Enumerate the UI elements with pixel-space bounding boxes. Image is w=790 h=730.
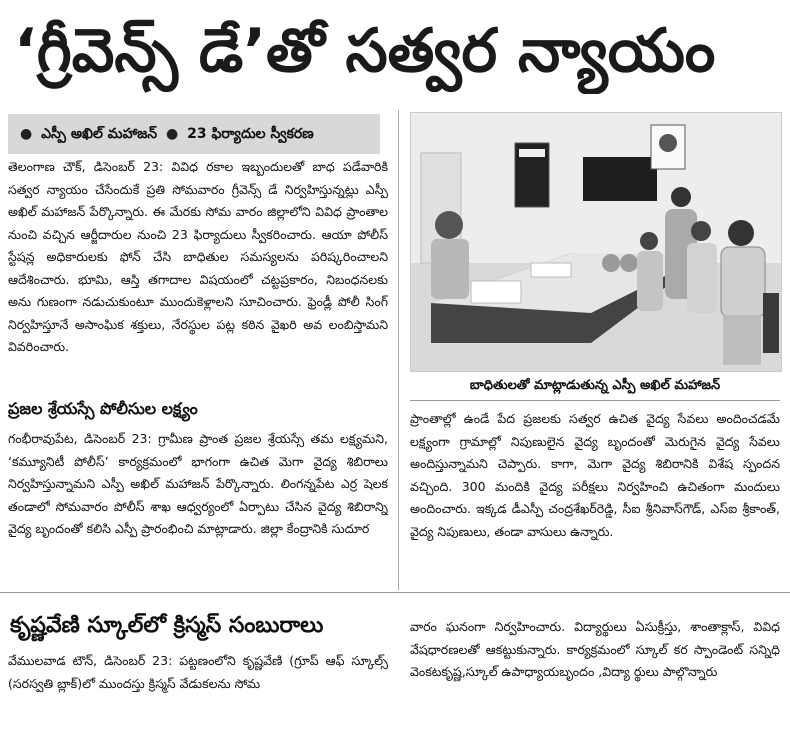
story3-body-right: వారం ఘనంగా నిర్వహించారు. విద్యార్థులు ఏసుక్రీస్తు, శాంతాక్లాస్, వివిధ వేషధారణలతో ఆకట్టుకున్నారు. కార్యక్రమంలో స్కూల్ కర స్పాండెంట్ సన్నిధి వెంకటకృష్ణ,స్కూల్ ఉపాధ్యాయబృందం ,విద్యా ర్థులు పాల్గొన్నారు xyxy=(410,619,780,679)
photo-illustration xyxy=(411,113,781,371)
headline: ‘గ్రీవెన్స్ డే’తో సత్వర న్యాయం xyxy=(14,16,716,86)
story3-heading: కృష్ణవేణి స్కూల్‌లో క్రిస్మస్ సంబురాలు xyxy=(10,613,324,638)
story2-body-left: గంభీరావుపేట, డిసెంబర్ 23: గ్రామీణ ప్రాంత ప్రజల శ్రేయస్సే తమ లక్ష్యమని, ‘కమ్యూనిటీ పోలీస్’ కార్యక్రమంలో భాగంగా ఉచిత మెగా వైద్య శిబిరాలు నిర్వహిస్తున్నామని ఎస్పీ అఖిల్ మహాజన్ పేర్కొన్నారు. లింగన్నపేట ఎర్ర షెలక తండాలో సోమవారం పోలీస్ శాఖ ఆధ్వర్యంలో ఏర్పాటు చేసిన వైద్య శిబిరాన్ని వైద్య బృందంతో కలిసి ఎస్పీ ప్రారంభించి మాట్లాడారు. జిల్లా కేంద్రానికి సుదూర xyxy=(8,431,388,536)
story3-body-left: వేములవాడ టౌన్, డిసెంబర్ 23: పట్టణంలోని కృష్ణవేణి (గ్రూప్ ఆఫ్ స్కూల్స్ (సరస్వతి బ్లాక్)లో ముందస్తు క్రిస్మస్ వేడుకలను సోమ xyxy=(8,653,388,691)
bullet-icon: ● xyxy=(166,126,179,142)
column-divider xyxy=(398,110,399,590)
subhead-bar xyxy=(8,114,380,154)
news-photo xyxy=(410,112,782,372)
subhead-item-1: ఎస్పీ అఖిల్ మహాజన్ xyxy=(41,126,158,142)
story2-body-right: ప్రాంతాల్లో ఉండే పేద ప్రజలకు సత్వర ఉచిత వైద్య సేవలు అందించడమే లక్ష్యంగా గ్రామాల్లో నిపుణులైన వైద్య బృందంతో మెరుగైన వైద్య సేవలు అందిస్తున్నామని చెప్పారు. కాగా, మెగా వైద్య శిబిరానికి విశేష స్పందన వచ్చింది. 300 మందికి వైద్య పరీక్షలు నిర్వహించి ఉచితంగా మందులు అందించారు. ఇక్కడ డీఎస్పీ చంద్రశేఖర్‌రెడ్డి, సీఐ శ్రీనివాస్‌గౌడ్, ఎస్ఐ శ్రీకాంత్, వైద్య నిపుణులు, తండా వాసులు ఉన్నారు. xyxy=(410,411,780,539)
bullet-icon: ● xyxy=(20,126,33,142)
story2-heading: ప్రజల శ్రేయస్సే పోలీసుల లక్ష్యం xyxy=(8,399,198,418)
photo-caption: బాధితులతో మాట్లాడుతున్న ఎస్పీ అఖిల్ మహాజన్ xyxy=(410,372,780,401)
subhead-item-2: 23 ఫిర్యాదుల స్వీకరణ xyxy=(187,126,314,142)
story1-body: తెలంగాణ చౌక్, డిసెంబర్ 23: వివిధ రకాల ఇబ్బందులతో బాధ పడేవారికి సత్వర న్యాయం చేసేందుకే ప్రతి సోమవారం గ్రీవెన్స్ డే నిర్వహిస్తున్నట్లు ఎస్పీ అఖిల్ మహాజన్ పేర్కొన్నారు. ఈ మేరకు సోమ వారం జిల్లాలోని వివిధ ప్రాంతాల నుంచి వచ్చిన ఆర్జీదారుల నుంచి 23 ఫిర్యాదులు స్వీకరించారు. ఆయా పోలీస్ స్టేషన్ల అధికారులకు ఫోన్ చేసి బాధితుల సమస్యలను పరిష్కరించాలని ఆదేశించారు. భూమి, ఆస్తి తగాదాల విషయంలో చట్టప్రకారం, నిబంధనలకు అను గుణంగా నడుచుకుంటూ ముందుకెళ్లాలని సూచించారు. ఫ్రెండ్లీ పోలీ సింగ్ నిర్వహిస్తూనే అసాంఘిక శక్తులు, నేరస్థుల పట్ల కఠిన వైఖరి అవ లంబిస్తామని వివరించారు. xyxy=(8,159,388,354)
section-divider xyxy=(0,592,790,593)
